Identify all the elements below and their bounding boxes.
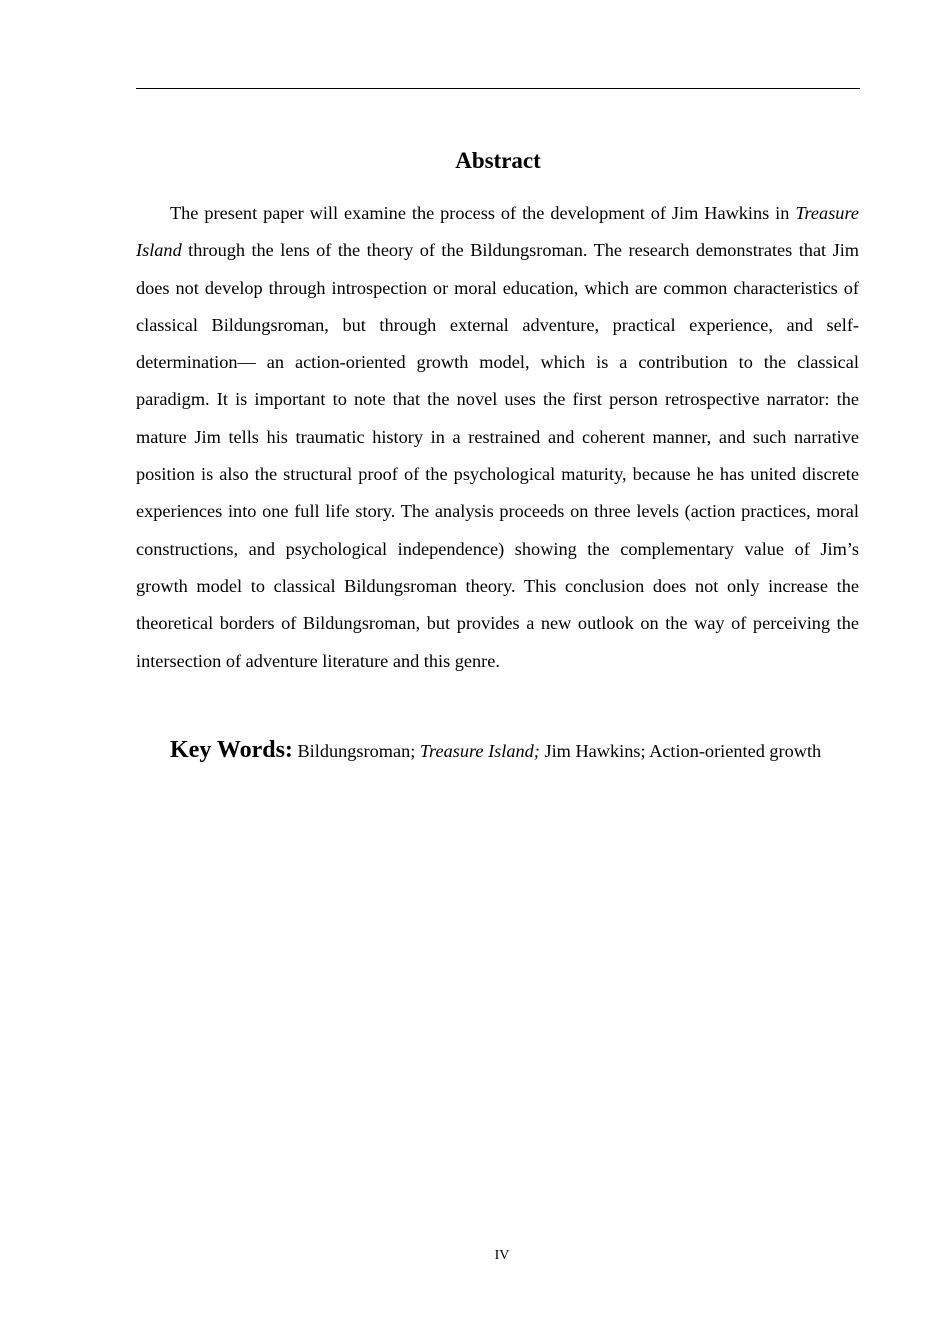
keywords-label: Key Words: xyxy=(170,737,293,763)
keyword-item: Action-oriented growth xyxy=(649,741,822,761)
keyword-item: Treasure Island; xyxy=(419,741,540,761)
page-number: IV xyxy=(494,1248,510,1263)
header-rule xyxy=(136,88,860,89)
abstract-text-part-2: through the lens of the theory of the Bildungsroman. The research demonstrates that Jim does not develop through introspection or moral education, which are common characteristics of classical Bildungsroman, but through external adventure, practical experience, and self-determination— an action-oriented growth model, which is a contribution to the classical paradigm. It is important to note that the novel uses the first person retrospective narrator: the mature Jim tells his traumatic history in a restrained and coherent manner, and such narrative position is also the structural proof of the psychological maturity, because he has united discrete experiences into one full life story. The analysis proceeds on three levels (action practices, moral constructions, and psychological independence) showing the complementary value of Jim’s growth model to classical Bildungsroman theory. This conclusion does not only increase the theoretical borders of Bildungsroman, but provides a new outlook on the way of perceiving the intersection of adventure literature and this genre. xyxy=(136,240,859,671)
keyword-item: Bildungsroman; xyxy=(297,741,416,761)
abstract-text-part-1: The present paper will examine the process of the development of Jim Hawkins in xyxy=(170,203,796,223)
abstract-title: Abstract xyxy=(455,148,541,173)
keyword-item: Jim Hawkins; xyxy=(544,741,646,761)
keywords-paragraph xyxy=(136,726,859,775)
abstract-body xyxy=(136,195,859,680)
novel-title: Treasure Island xyxy=(136,203,859,261)
